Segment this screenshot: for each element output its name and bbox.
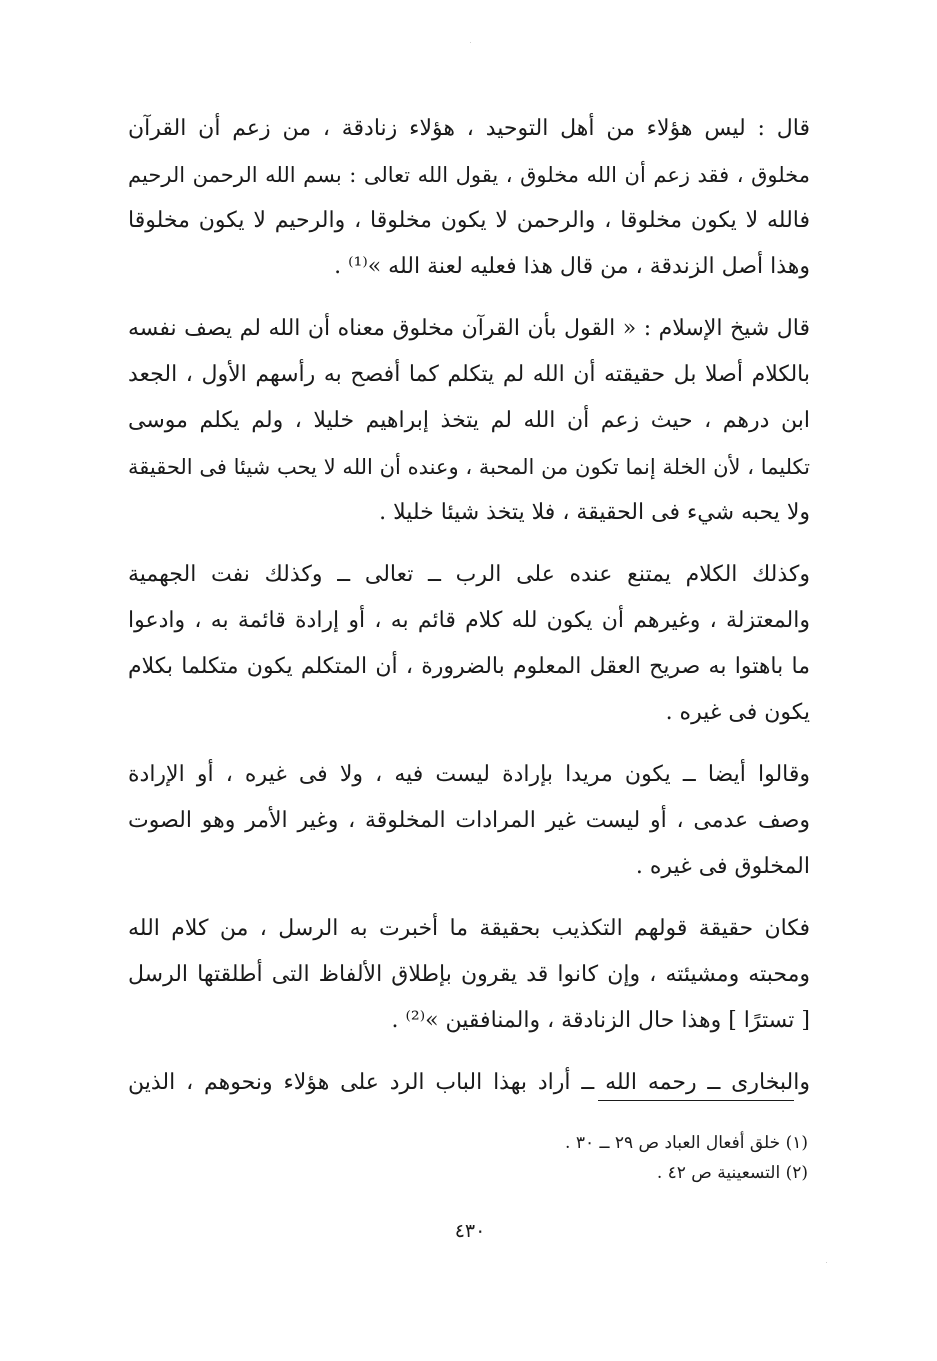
footnote-1: (١) خلق أفعال العباد ص ٢٩ ــ ٣٠ . [565,1133,808,1153]
text-line: تكليما ، لأن الخلة إنما تكون من المحبة ، وعنده أن الله لا يحب شيئا فى الحقيقة [128,455,810,479]
text-line: قال شيخ الإسلام : « القول بأن القرآن مخلوق معناه أن الله لم يصف نفسه [128,316,810,341]
footnote-2: (٢) التسعينية ص ٤٢ . [656,1163,808,1183]
text-line: ومحبته ومشيئته ، وإن كانوا قد يقرون بإطلاق الألفاظ التى أطلقتها الرسل [128,962,810,987]
paragraph-2 [128,306,810,536]
scan-speck [826,1262,827,1263]
text-line: وهذا أصل الزندقة ، من قال هذا فعليه لعنة الله »⁽¹⁾ . [334,254,810,279]
main-text [128,106,810,1122]
page-number: ٤٣٠ [454,1220,486,1242]
paragraph-1 [128,106,810,290]
text-line: وصف عدمى ، أو ليست غير المرادات المخلوقة ، وغير الأمر وهو الصوت [128,808,810,833]
footnotes [300,1128,808,1188]
paragraph-4 [128,752,810,890]
text-line: فالله لا يكون مخلوقا ، والرحمن لا يكون مخلوقا ، والرحيم لا يكون مخلوقا [128,208,810,233]
text-line: يكون فى غيره . [665,700,810,725]
text-line: ما باهتوا به صريح العقل المعلوم بالضرورة ، أن المتكلم يكون متكلما بكلام [128,654,810,679]
text-line: ولا يحبه شيء فى الحقيقة ، فلا يتخذ شيئا خليلا . [379,500,810,525]
footnote-divider [598,1100,794,1101]
text-line: وكذلك الكلام يمتنع عنده على الرب ــ تعالى ــ وكذلك نفت الجهمية [128,562,810,587]
text-line: والمعتزلة ، وغيرهم أن يكون لله كلام قائم به ، أو إرادة قائمة به ، وادعوا [128,608,810,633]
paragraph-5 [128,906,810,1044]
paragraph-3 [128,552,810,736]
text-line: [ تسترًا ] وهذا حال الزنادقة ، والمنافقين »⁽²⁾ . [391,1008,810,1033]
text-line: قال : ليس هؤلاء من أهل التوحيد ، هؤلاء زنادقة ، من زعم أن القرآن [128,116,810,141]
scan-speck [470,42,471,43]
text-line: بالكلام أصلا بل حقيقته أن الله لم يتكلم كما أفصح به رأسهم الأول ، الجعد [128,362,810,387]
text-line: مخلوق ، فقد زعم أن الله مخلوق ، يقول الله تعالى : بسم الله الرحمن الرحيم [128,163,810,187]
text-line: وقالوا أيضا ــ يكون مريدا بإرادة ليست فيه ، ولا فى غيره ، أو الإرادة [128,762,810,787]
text-line: والبخارى ــ رحمه الله ــ أراد بهذا الباب الرد على هؤلاء ونحوهم ، الذين [128,1070,810,1095]
text-line: فكان حقيقة قولهم التكذيب بحقيقة ما أخبرت به الرسل ، من كلام الله [128,916,810,941]
text-line: ابن درهم ، حيث زعم أن الله لم يتخذ إبراهيم خليلا ، ولم يكلم موسى [128,408,810,433]
text-line: المخلوق فى غيره . [635,854,810,879]
